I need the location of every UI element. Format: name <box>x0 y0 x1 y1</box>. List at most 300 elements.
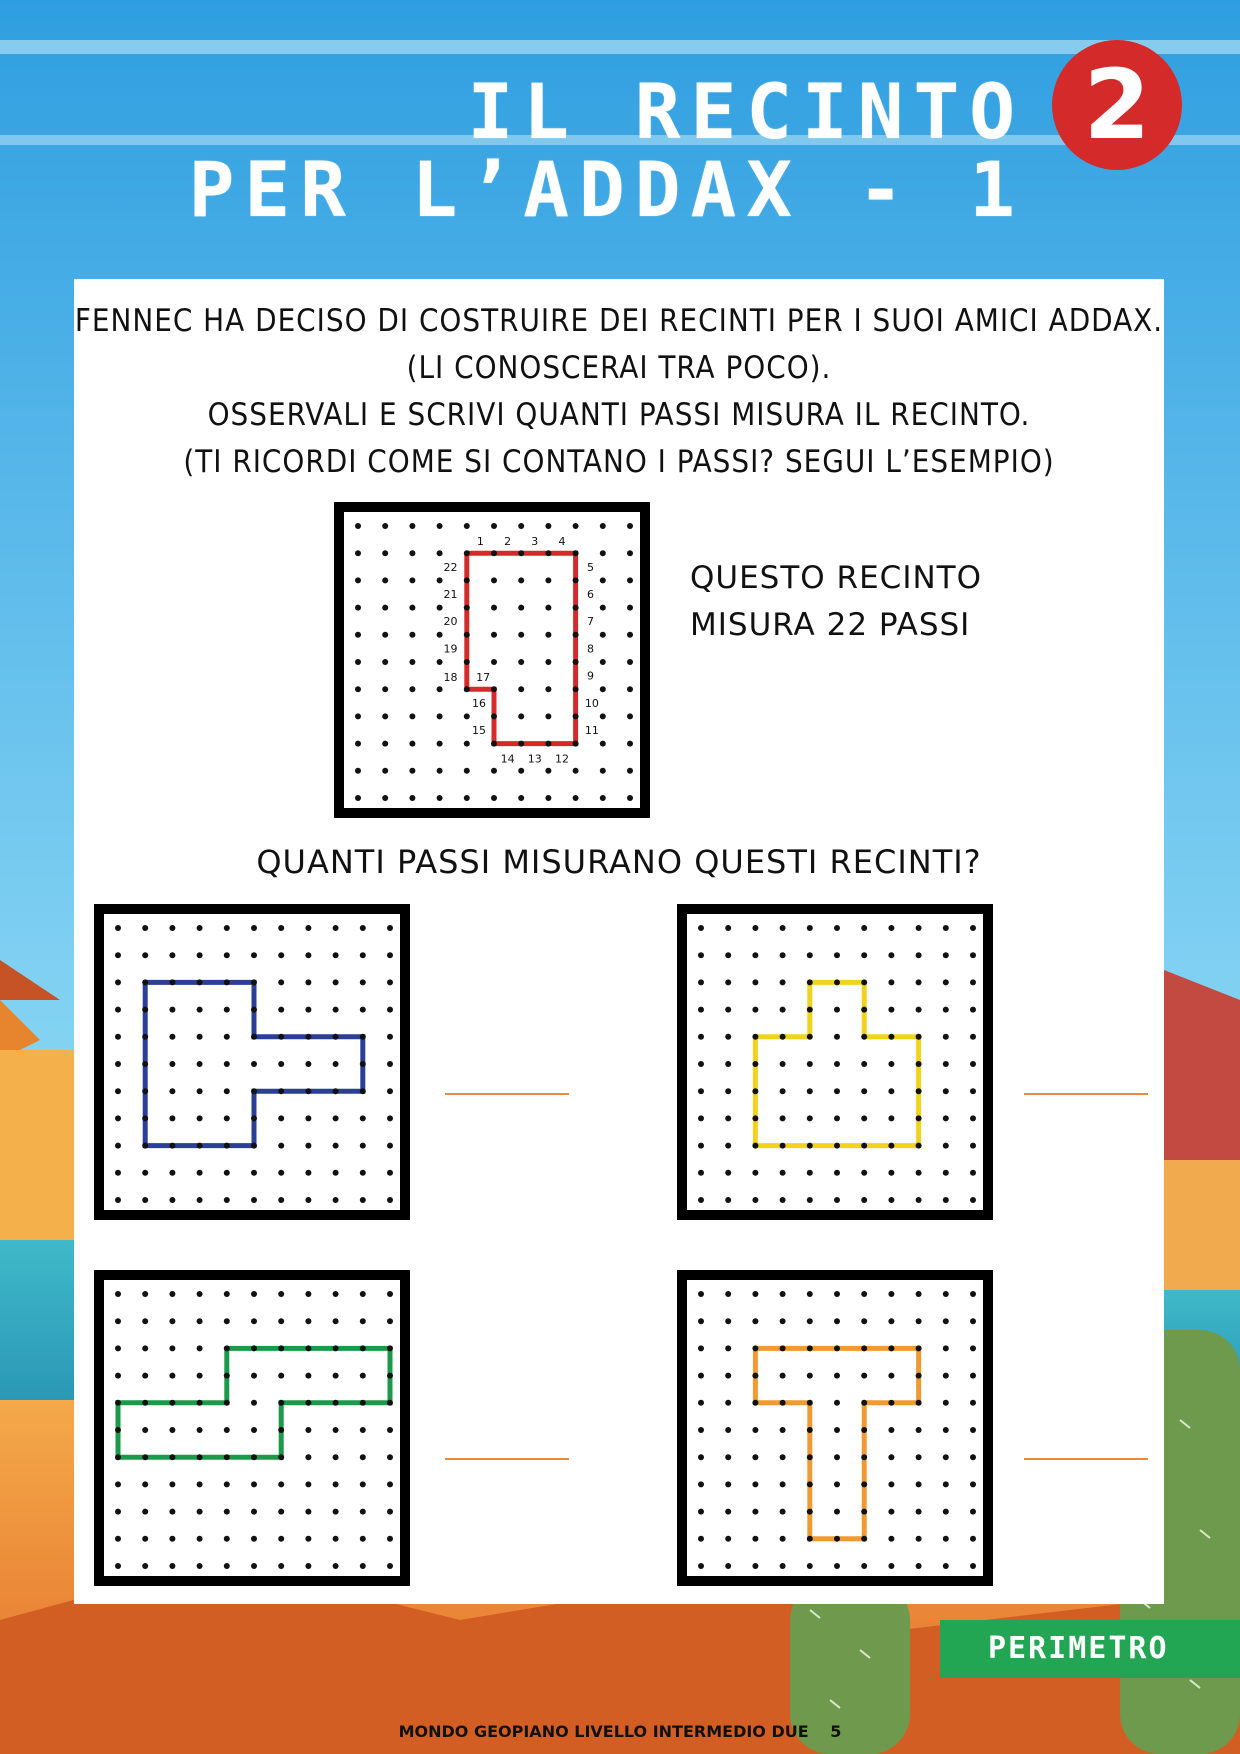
peg-dot <box>278 1061 284 1067</box>
peg-dot <box>387 1373 393 1379</box>
peg-dot <box>916 1197 922 1203</box>
peg-dot <box>333 1318 339 1324</box>
peg-dot <box>834 1373 840 1379</box>
peg-dot <box>305 979 311 985</box>
peg-dot <box>387 1536 393 1542</box>
peg-dot <box>545 523 551 529</box>
peg-dot <box>780 1481 786 1487</box>
step-number-label: 16 <box>472 696 487 710</box>
peg-dot <box>943 1034 949 1040</box>
peg-dot <box>355 523 361 529</box>
peg-dot <box>518 713 524 719</box>
example-caption <box>690 555 982 649</box>
peg-dot <box>437 768 443 774</box>
peg-dot <box>251 1373 257 1379</box>
peg-dot <box>224 1536 230 1542</box>
peg-dot <box>970 1034 976 1040</box>
peg-dot <box>943 1454 949 1460</box>
intro-line-2: (LI CONOSCERAI TRA POCO). <box>406 350 832 386</box>
peg-dot <box>807 925 813 931</box>
peg-dot <box>861 1007 867 1013</box>
peg-dot <box>355 605 361 611</box>
peg-dot <box>573 795 579 801</box>
peg-dot <box>861 1291 867 1297</box>
peg-dot <box>807 1427 813 1433</box>
peg-dot <box>752 1170 758 1176</box>
peg-dot <box>387 952 393 958</box>
peg-dot <box>491 632 497 638</box>
peg-dot <box>333 1088 339 1094</box>
peg-dot <box>943 1007 949 1013</box>
peg-dot <box>437 632 443 638</box>
peg-dot <box>142 1536 148 1542</box>
peg-dot <box>464 686 470 692</box>
peg-dot <box>464 632 470 638</box>
peg-dot <box>627 686 633 692</box>
peg-dot <box>780 1061 786 1067</box>
peg-dot <box>387 1318 393 1324</box>
peg-dot <box>491 605 497 611</box>
peg-dot <box>360 1454 366 1460</box>
peg-dot <box>916 1509 922 1515</box>
peg-dot <box>861 979 867 985</box>
peg-dot <box>224 1427 230 1433</box>
peg-dot <box>142 1197 148 1203</box>
peg-dot <box>752 1143 758 1149</box>
answer-line-yellow[interactable] <box>1024 1093 1148 1095</box>
peg-dot <box>970 1454 976 1460</box>
peg-dot <box>600 741 606 747</box>
peg-dot <box>115 1115 121 1121</box>
page-title-line-1: IL RECINTO <box>467 67 1025 156</box>
peg-dot <box>197 1454 203 1460</box>
peg-dot <box>888 1197 894 1203</box>
peg-dot <box>627 632 633 638</box>
peg-dot <box>169 1143 175 1149</box>
peg-dot <box>861 925 867 931</box>
peg-dot <box>333 1007 339 1013</box>
peg-dot <box>752 979 758 985</box>
peg-dot <box>251 1170 257 1176</box>
topic-tab-perimetro: PERIMETRO <box>940 1620 1240 1678</box>
peg-dot <box>970 1007 976 1013</box>
peg-dot <box>725 1345 731 1351</box>
answer-line-green[interactable] <box>445 1458 569 1460</box>
peg-dot <box>464 605 470 611</box>
peg-dot <box>491 795 497 801</box>
peg-dot <box>115 1509 121 1515</box>
peg-dot <box>600 686 606 692</box>
peg-dot <box>115 1318 121 1324</box>
peg-dot <box>142 1143 148 1149</box>
peg-dot <box>251 925 257 931</box>
peg-dot <box>333 1143 339 1149</box>
peg-dot <box>360 1373 366 1379</box>
peg-dot <box>834 1509 840 1515</box>
peg-dot <box>169 1427 175 1433</box>
peg-dot <box>169 1170 175 1176</box>
peg-dot <box>382 686 388 692</box>
peg-dot <box>382 605 388 611</box>
peg-dot <box>627 550 633 556</box>
peg-dot <box>169 1318 175 1324</box>
peg-dot <box>834 1115 840 1121</box>
peg-dot <box>834 1034 840 1040</box>
peg-dot <box>861 1454 867 1460</box>
peg-dot <box>224 1509 230 1515</box>
peg-dot <box>888 1318 894 1324</box>
peg-dot <box>780 1400 786 1406</box>
peg-dot <box>780 1034 786 1040</box>
peg-dot <box>698 979 704 985</box>
peg-dot <box>861 1034 867 1040</box>
peg-dot <box>224 1143 230 1149</box>
peg-dot <box>437 686 443 692</box>
peg-dot <box>169 1061 175 1067</box>
peg-dot <box>169 1454 175 1460</box>
peg-dot <box>943 1481 949 1487</box>
step-number-label: 20 <box>443 615 458 629</box>
peg-dot <box>861 1143 867 1149</box>
peg-dot <box>943 1197 949 1203</box>
peg-dot <box>698 1373 704 1379</box>
peg-dot <box>834 952 840 958</box>
peg-dot <box>409 659 415 665</box>
peg-dot <box>169 1291 175 1297</box>
peg-dot <box>943 1143 949 1149</box>
peg-dot <box>169 1563 175 1569</box>
step-number-label: 7 <box>587 615 595 629</box>
peg-dot <box>725 1197 731 1203</box>
peg-dot <box>360 952 366 958</box>
peg-dot <box>861 1345 867 1351</box>
peg-dot <box>698 1291 704 1297</box>
question-heading: QUANTI PASSI MISURANO QUESTI RECINTI? <box>256 843 982 881</box>
peg-dot <box>197 1143 203 1149</box>
peg-dot <box>115 1143 121 1149</box>
peg-dot <box>464 741 470 747</box>
peg-dot <box>333 1563 339 1569</box>
peg-dot <box>916 1400 922 1406</box>
peg-dot <box>333 1427 339 1433</box>
peg-dot <box>305 1400 311 1406</box>
step-number-label: 11 <box>584 724 599 737</box>
peg-dot <box>305 1170 311 1176</box>
peg-dot <box>780 1088 786 1094</box>
peg-dot <box>115 1345 121 1351</box>
peg-dot <box>834 1170 840 1176</box>
peg-dot <box>888 1400 894 1406</box>
peg-dot <box>169 1481 175 1487</box>
peg-dot <box>333 1454 339 1460</box>
peg-dot <box>752 1373 758 1379</box>
peg-dot <box>409 686 415 692</box>
peg-dot <box>916 1115 922 1121</box>
peg-dot <box>834 1481 840 1487</box>
peg-dot <box>197 1400 203 1406</box>
peg-dot <box>278 1454 284 1460</box>
peg-dot <box>780 1170 786 1176</box>
peg-dot <box>142 952 148 958</box>
peg-dot <box>545 686 551 692</box>
peg-dot <box>752 925 758 931</box>
peg-dot <box>518 550 524 556</box>
peg-dot <box>333 979 339 985</box>
peg-dot <box>360 925 366 931</box>
peg-dot <box>861 1197 867 1203</box>
peg-dot <box>970 1115 976 1121</box>
peg-dot <box>916 952 922 958</box>
peg-dot <box>888 1481 894 1487</box>
step-number-label: 22 <box>443 560 458 574</box>
peg-dot <box>627 795 633 801</box>
geoboard-blue <box>94 904 410 1220</box>
peg-dot <box>780 1373 786 1379</box>
peg-dot <box>491 713 497 719</box>
step-number-label: 13 <box>527 752 542 766</box>
peg-dot <box>627 741 633 747</box>
peg-dot <box>278 1291 284 1297</box>
peg-dot <box>943 1170 949 1176</box>
peg-dot <box>807 1373 813 1379</box>
peg-dot <box>355 713 361 719</box>
peg-dot <box>491 550 497 556</box>
peg-dot <box>115 1481 121 1487</box>
peg-dot <box>142 1345 148 1351</box>
peg-dot <box>278 1509 284 1515</box>
peg-dot <box>409 713 415 719</box>
peg-dot <box>807 1509 813 1515</box>
peg-dot <box>752 1061 758 1067</box>
peg-dot <box>807 1143 813 1149</box>
peg-dot <box>752 1509 758 1515</box>
peg-dot <box>698 1143 704 1149</box>
peg-dot <box>752 1563 758 1569</box>
peg-dot <box>916 1170 922 1176</box>
peg-dot <box>197 925 203 931</box>
peg-dot <box>491 523 497 529</box>
peg-dot <box>861 1318 867 1324</box>
peg-dot <box>916 1481 922 1487</box>
peg-dot <box>780 1197 786 1203</box>
peg-dot <box>251 952 257 958</box>
step-number-label: 17 <box>476 670 491 684</box>
peg-dot <box>251 1563 257 1569</box>
peg-dot <box>197 1318 203 1324</box>
peg-dot <box>807 1197 813 1203</box>
peg-dot <box>387 1563 393 1569</box>
peg-dot <box>834 1088 840 1094</box>
peg-dot <box>387 925 393 931</box>
peg-dot <box>437 605 443 611</box>
peg-dot <box>142 1481 148 1487</box>
peg-dot <box>916 1427 922 1433</box>
peg-dot <box>725 979 731 985</box>
peg-dot <box>355 659 361 665</box>
peg-dot <box>360 1061 366 1067</box>
peg-dot <box>169 979 175 985</box>
peg-dot <box>115 1373 121 1379</box>
peg-dot <box>197 1197 203 1203</box>
peg-dot <box>861 1509 867 1515</box>
peg-dot <box>725 1007 731 1013</box>
peg-dot <box>387 1345 393 1351</box>
peg-dot <box>360 1481 366 1487</box>
peg-dot <box>278 1034 284 1040</box>
peg-dot <box>278 1318 284 1324</box>
peg-dot <box>387 1454 393 1460</box>
peg-dot <box>387 1291 393 1297</box>
peg-dot <box>545 741 551 747</box>
peg-dot <box>169 1034 175 1040</box>
peg-dot <box>142 1509 148 1515</box>
peg-dot <box>970 1170 976 1176</box>
peg-dot <box>224 1088 230 1094</box>
peg-dot <box>333 1481 339 1487</box>
peg-dot <box>861 952 867 958</box>
peg-dot <box>627 605 633 611</box>
peg-dot <box>916 1345 922 1351</box>
peg-dot <box>970 1318 976 1324</box>
step-number-label: 8 <box>587 642 595 656</box>
peg-dot <box>224 1291 230 1297</box>
footer-book-title: MONDO GEOPIANO LIVELLO INTERMEDIO DUE <box>398 1722 809 1741</box>
peg-dot <box>698 1034 704 1040</box>
peg-dot <box>545 632 551 638</box>
peg-dot <box>970 1481 976 1487</box>
peg-dot <box>142 1427 148 1433</box>
peg-dot <box>698 1088 704 1094</box>
peg-dot <box>251 1007 257 1013</box>
peg-dot <box>437 741 443 747</box>
peg-dot <box>752 1115 758 1121</box>
peg-dot <box>627 523 633 529</box>
peg-dot <box>600 577 606 583</box>
peg-dot <box>387 1061 393 1067</box>
peg-dot <box>888 1007 894 1013</box>
peg-dot <box>888 1536 894 1542</box>
peg-dot <box>545 795 551 801</box>
peg-dot <box>943 1400 949 1406</box>
peg-dot <box>725 1509 731 1515</box>
peg-dot <box>224 1034 230 1040</box>
peg-dot <box>698 1007 704 1013</box>
peg-dot <box>861 1563 867 1569</box>
peg-dot <box>834 1454 840 1460</box>
peg-dot <box>888 1373 894 1379</box>
peg-dot <box>197 1427 203 1433</box>
peg-dot <box>698 1427 704 1433</box>
peg-dot <box>278 1563 284 1569</box>
peg-dot <box>305 1509 311 1515</box>
peg-dot <box>224 979 230 985</box>
peg-dot <box>807 1291 813 1297</box>
peg-dot <box>169 1007 175 1013</box>
peg-dot <box>518 686 524 692</box>
peg-dot <box>807 1345 813 1351</box>
peg-dot <box>861 1536 867 1542</box>
peg-dot <box>115 1536 121 1542</box>
peg-dot <box>305 1061 311 1067</box>
peg-dot <box>834 925 840 931</box>
peg-dot <box>197 1509 203 1515</box>
peg-dot <box>780 952 786 958</box>
peg-dot <box>197 1373 203 1379</box>
page-title-line-2: PER L’ADDAX - 1 <box>188 145 1025 234</box>
step-number-label: 4 <box>558 534 566 548</box>
peg-dot <box>943 979 949 985</box>
peg-dot <box>834 1345 840 1351</box>
peg-dot <box>169 952 175 958</box>
peg-dot <box>142 1034 148 1040</box>
peg-dot <box>355 768 361 774</box>
peg-dot <box>888 1061 894 1067</box>
peg-dot <box>780 1291 786 1297</box>
peg-dot <box>251 1345 257 1351</box>
peg-dot <box>382 550 388 556</box>
peg-dot <box>725 1536 731 1542</box>
peg-dot <box>387 1509 393 1515</box>
peg-dot <box>224 1007 230 1013</box>
peg-dot <box>780 1427 786 1433</box>
peg-dot <box>115 1197 121 1203</box>
peg-dot <box>916 1454 922 1460</box>
peg-dot <box>834 1563 840 1569</box>
peg-dot <box>752 1007 758 1013</box>
peg-dot <box>725 1318 731 1324</box>
peg-dot <box>780 1143 786 1149</box>
peg-dot <box>197 1345 203 1351</box>
peg-dot <box>437 795 443 801</box>
peg-dot <box>360 1088 366 1094</box>
peg-dot <box>387 1143 393 1149</box>
peg-dot <box>278 1115 284 1121</box>
peg-dot <box>725 1088 731 1094</box>
peg-dot <box>197 1088 203 1094</box>
peg-dot <box>725 1291 731 1297</box>
peg-dot <box>698 1345 704 1351</box>
peg-dot <box>305 1563 311 1569</box>
peg-dot <box>251 1143 257 1149</box>
peg-dot <box>464 659 470 665</box>
peg-dot <box>780 1509 786 1515</box>
peg-dot <box>970 979 976 985</box>
peg-dot <box>305 1536 311 1542</box>
step-number-label: 21 <box>443 588 458 601</box>
step-number-label: 2 <box>504 534 512 548</box>
peg-dot <box>305 1454 311 1460</box>
peg-dot <box>115 1007 121 1013</box>
peg-dot <box>251 1115 257 1121</box>
peg-dot <box>807 1034 813 1040</box>
peg-dot <box>807 1563 813 1569</box>
peg-dot <box>518 523 524 529</box>
answer-line-orange[interactable] <box>1024 1458 1148 1460</box>
peg-dot <box>360 1197 366 1203</box>
peg-dot <box>115 1454 121 1460</box>
peg-dot <box>224 1345 230 1351</box>
peg-dot <box>464 577 470 583</box>
peg-dot <box>943 1563 949 1569</box>
peg-dot <box>115 1291 121 1297</box>
peg-dot <box>360 1509 366 1515</box>
peg-dot <box>437 577 443 583</box>
answer-line-blue[interactable] <box>445 1093 569 1095</box>
peg-dot <box>970 1197 976 1203</box>
peg-dot <box>943 1536 949 1542</box>
peg-dot <box>305 1034 311 1040</box>
peg-dot <box>725 1373 731 1379</box>
